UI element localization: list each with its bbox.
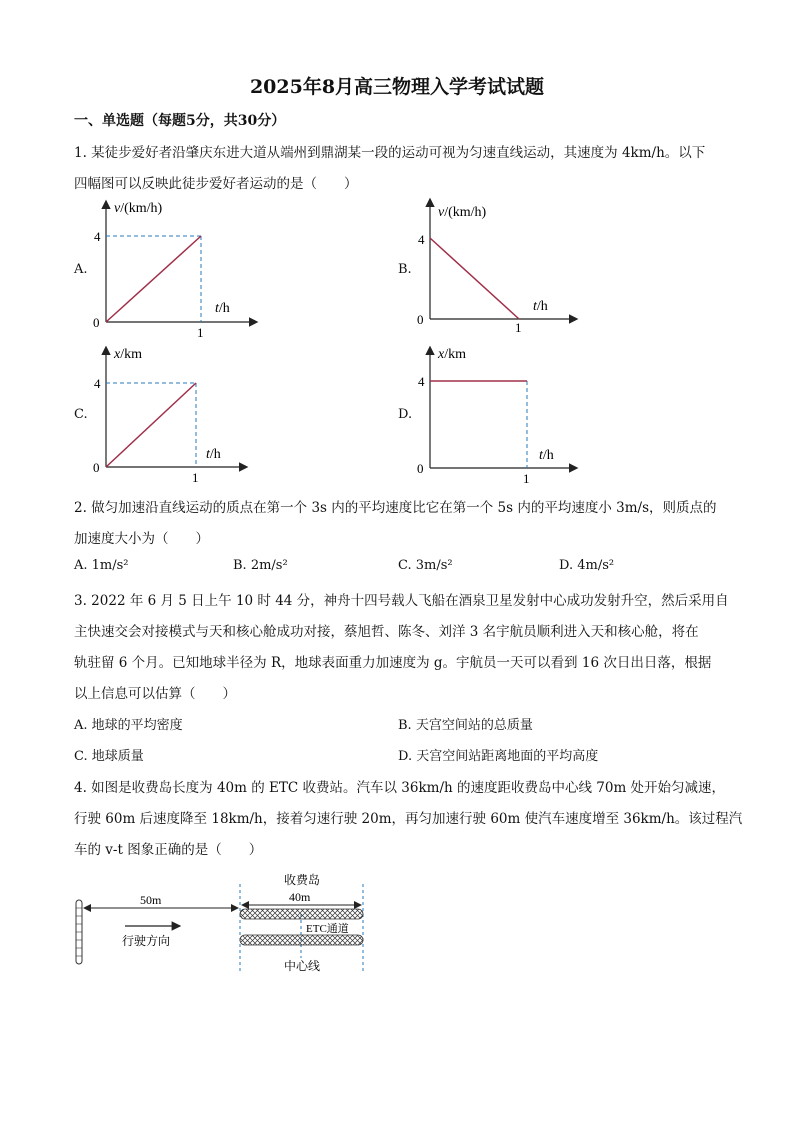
x-label: t/h	[206, 447, 221, 462]
y-tick: 4	[418, 232, 425, 247]
graph-line	[106, 236, 201, 322]
q3-stem-line2: 主快速交会对接模式与天和核心舱成功对接，蔡旭哲、陈冬、刘洋 3 名宇航员顺利进入天和核心舱，将在	[74, 624, 699, 640]
x-tick: 1	[192, 470, 199, 485]
y-label: v/(km/h)	[114, 201, 163, 216]
graph-d	[412, 342, 592, 487]
page-title: 2025年8月高三物理入学考试试题	[249, 76, 545, 98]
q4-stem-line3: 车的 v-t 图象正确的是（ ）	[74, 842, 263, 858]
graph-b	[412, 194, 592, 339]
origin: 0	[417, 312, 424, 327]
graph-c	[88, 342, 268, 487]
section-heading: 一、单选题（每题5分，共30分）	[74, 113, 286, 129]
q1-option-c-label: C.	[74, 407, 88, 422]
y-label: v/(km/h)	[438, 205, 487, 220]
dist-label: 50m	[140, 893, 162, 907]
graph-a	[88, 196, 268, 341]
origin: 0	[417, 461, 424, 476]
x-tick: 1	[515, 320, 522, 335]
q3-option-c: C. 地球质量	[74, 749, 144, 764]
y-tick: 4	[418, 374, 425, 389]
q3-stem-line1: 3. 2022 年 6 月 5 日上午 10 时 44 分，神舟十四号载人飞船在酒泉卫星发射中心成功发射升空，然后采用自	[74, 593, 729, 609]
direction-label: 行驶方向	[122, 934, 171, 948]
toll-island-top	[240, 909, 363, 919]
island-length: 40m	[289, 890, 311, 904]
q4-stem-line1: 4. 如图是收费岛长度为 40m 的 ETC 收费站。汽车以 36km/h 的速度距收费岛中心线 70m 处开始匀减速，	[74, 780, 726, 796]
y-label: x/km	[438, 347, 466, 362]
y-tick: 4	[94, 229, 101, 244]
origin: 0	[93, 460, 100, 475]
graph-line	[106, 383, 196, 467]
q3-option-a: A. 地球的平均密度	[74, 718, 183, 733]
q3-option-d: D. 天宫空间站距离地面的平均高度	[398, 749, 599, 764]
q1-option-b-label: B.	[398, 262, 412, 277]
origin: 0	[93, 315, 100, 330]
x-tick: 1	[523, 471, 530, 486]
x-label: t/h	[533, 299, 548, 314]
q1-option-d-label: D.	[398, 407, 413, 422]
q4-stem-line2: 行驶 60m 后速度降至 18km/h，接着匀速行驶 20m，再匀加速行驶 60m 使汽车速度增至 36km/h。该过程汽	[74, 811, 743, 827]
x-tick: 1	[197, 325, 204, 340]
q1-stem-line2: 四幅图可以反映此徒步爱好者运动的是（ ）	[74, 176, 358, 192]
island-label: 收费岛	[284, 873, 321, 887]
y-label: x/km	[114, 347, 142, 362]
q2-stem-line1: 2. 做匀加速沿直线运动的质点在第一个 3s 内的平均速度比它在第一个 5s 内的平均速度小 3m/s，则质点的	[74, 500, 717, 516]
q3-option-b: B. 天宫空间站的总质量	[398, 718, 533, 733]
q3-stem-line4: 以上信息可以估算（ ）	[74, 686, 236, 702]
graph-line	[430, 238, 519, 319]
q2-option-b: B. 2m/s²	[233, 558, 288, 573]
q1-option-a-label: A.	[74, 262, 88, 277]
q2-option-d: D. 4m/s²	[559, 558, 615, 573]
q1-stem-line1: 1. 某徒步爱好者沿肇庆东进大道从端州到鼎湖某一段的运动可视为匀速直线运动，其速度为 4km/h。以下	[74, 145, 706, 161]
x-label: t/h	[215, 301, 230, 316]
y-tick: 4	[94, 376, 101, 391]
x-label: t/h	[539, 448, 554, 463]
etc-diagram	[70, 868, 380, 980]
center-label: 中心线	[284, 959, 321, 973]
q2-option-a: A. 1m/s²	[74, 558, 129, 573]
toll-island-bottom	[240, 935, 363, 945]
lane-label: ETC通道	[306, 923, 349, 935]
q2-option-c: C. 3m/s²	[398, 558, 453, 573]
q3-stem-line3: 轨驻留 6 个月。已知地球半径为 R，地球表面重力加速度为 g。宇航员一天可以看到 16 次日出日落，根据	[74, 655, 712, 671]
q2-stem-line2: 加速度大小为（ ）	[74, 531, 209, 547]
